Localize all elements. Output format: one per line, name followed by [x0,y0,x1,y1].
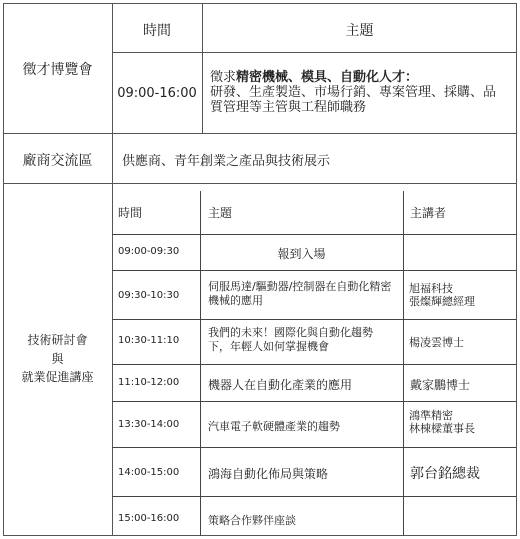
exchange-description: 供應商、青年創業之產品與技術展示 [122,154,331,169]
session-speaker: 郭台銘總裁 [410,466,480,482]
session-time: 10:30-11:10 [118,335,180,346]
recruit-line2: 研發、生產製造、市場行銷、專案管理、採購、品 [210,85,497,100]
seminar-label-line1: 技術研討會 [27,333,88,347]
session-time: 13:30-14:00 [118,419,180,430]
recruit-bold-topic: 精密機械、模具、自動化人才： [236,70,419,85]
seminar-row-divider [112,364,517,365]
recruit-line1 [210,70,512,85]
session-topic [208,326,373,354]
exchange-area-label: 廠商交流區 [22,153,93,169]
session-speaker [409,282,475,308]
session-speaker-line2: 張燦輝總經理 [409,295,475,308]
seminar-row-divider [112,447,517,448]
recruit-fair-label: 徵才博覽會 [22,62,93,78]
session-topic: 鴻海自動化佈局與策略 [208,467,329,481]
header-time: 時間 [143,23,171,39]
seminar-row-divider [112,319,517,320]
seminar-label [3,333,112,385]
seminar-label-line2: 與 [51,352,64,366]
session-speaker: 戴家鵬博士 [410,378,471,392]
session-speaker: 楊凌雲博士 [409,336,464,349]
seminar-header-speaker: 主講者 [410,206,447,220]
session-topic: 汽車電子軟硬體產業的趨勢 [208,420,340,433]
seminar-label-line3: 就業促進講座 [21,370,94,384]
session-speaker [409,409,475,435]
seminar-row-divider [112,234,517,235]
session-topic: 機器人在自動化產業的應用 [208,378,353,392]
session-time: 11:10-12:00 [118,377,180,388]
seminar-row-divider [112,401,517,402]
recruit-prefix: 徵求 [210,70,237,85]
row-divider [3,133,517,134]
session-time: 09:00-09:30 [118,246,180,257]
session-topic-line1: 伺服馬達/驅動器/控制器在自動化精密 [208,280,392,293]
session-topic-line2: 下，年輕人如何掌握機會 [208,340,329,353]
header-topic: 主題 [345,23,374,39]
session-time: 15:00-16:00 [118,513,180,524]
session-topic: 策略合作夥伴座談 [208,514,296,527]
seminar-header-time: 時間 [118,206,143,220]
recruit-line3: 質管理等主管與工程師職務 [210,100,367,115]
seminar-row-divider [112,270,517,271]
session-time: 14:00-15:00 [118,467,180,478]
session-topic-line1: 我們的未來！國際化與自動化趨勢 [208,326,373,339]
row-divider [3,183,517,184]
session-topic [208,280,391,308]
session-time: 09:30-10:30 [118,290,180,301]
session-topic-line2: 機械的應用 [208,294,263,307]
seminar-header-topic: 主題 [208,206,233,220]
session-speaker-line1: 旭福科技 [409,282,453,295]
session-speaker-line2: 林棟樑董事長 [409,422,475,435]
row-divider [112,52,517,53]
session-speaker-line1: 鴻準精密 [409,409,453,422]
recruit-description [210,70,512,115]
session-topic: 報到入場 [277,247,326,261]
recruit-time: 09:00-16:00 [117,86,197,101]
seminar-row-divider [112,496,517,497]
